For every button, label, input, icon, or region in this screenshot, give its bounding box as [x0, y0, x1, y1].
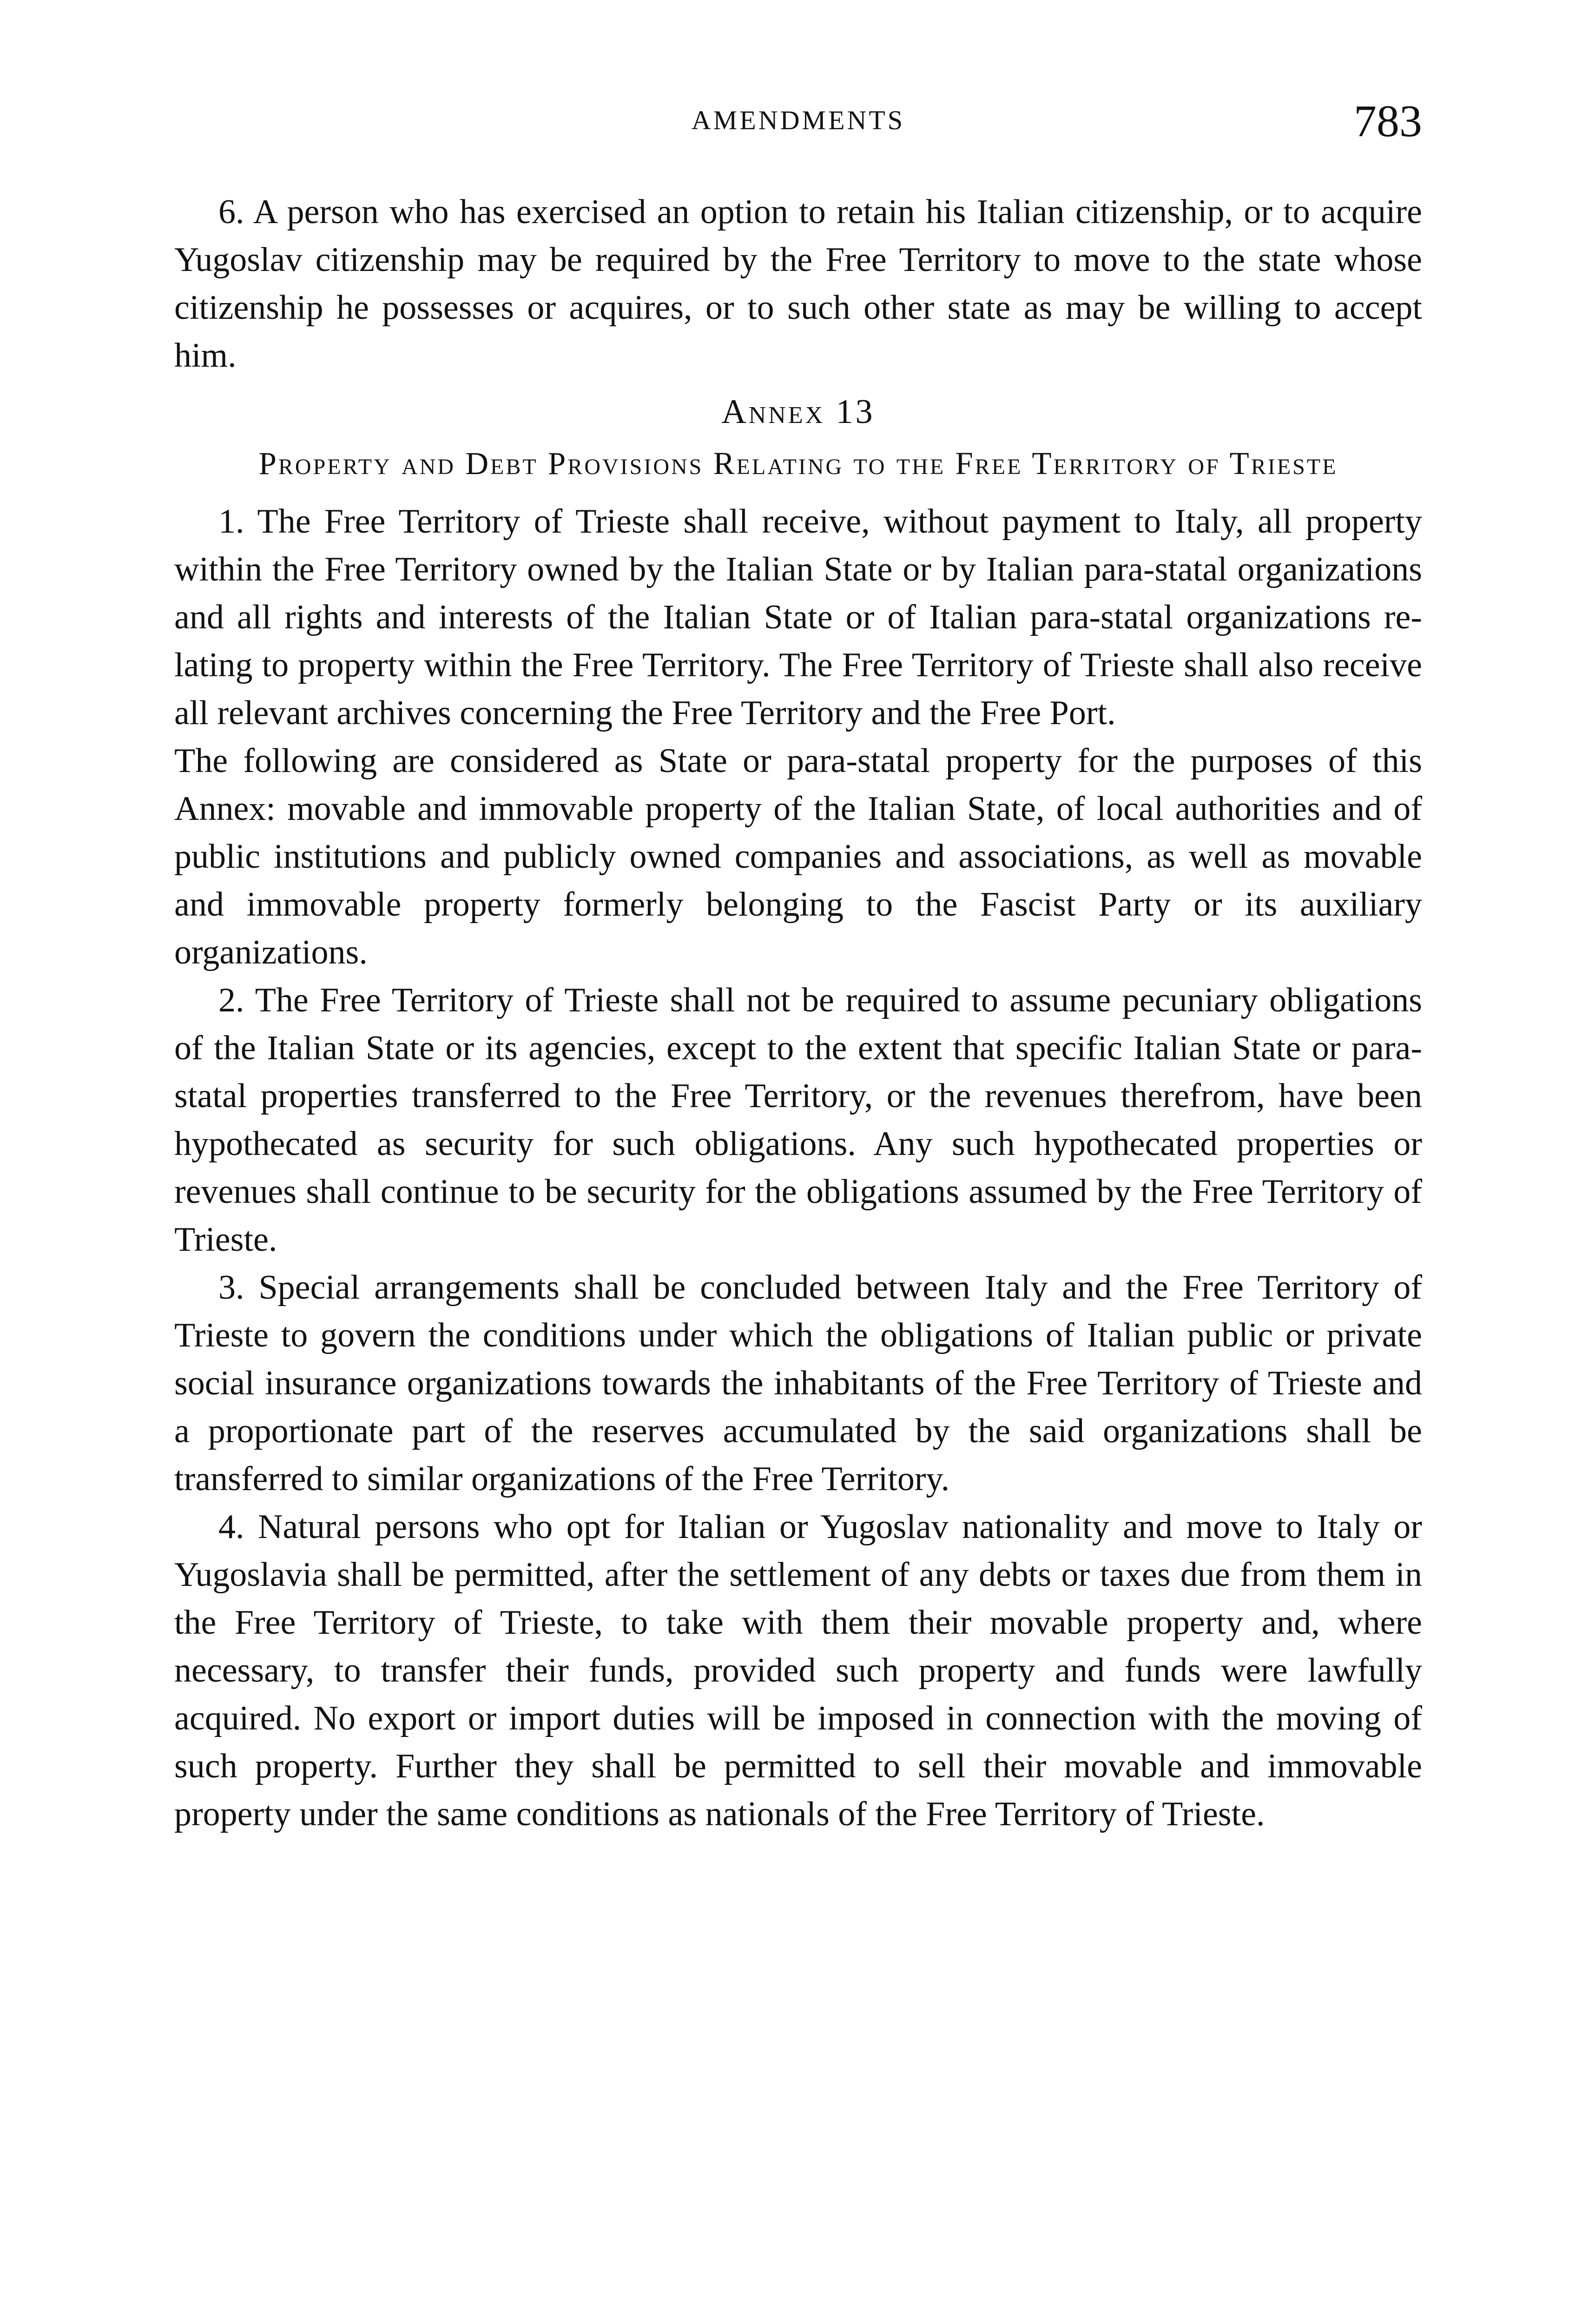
annex-paragraph-1: 1. The Free Territory of Trieste shall receive, without payment to Italy, all property within the Free Territory owned by the Italian State or by Italian para-statal organizations and all rights and interests of the Italian State or of Italian para-statal organizations relating to property within the Free Territory. The Free Territory of Trieste shall also receive all relevant archives concerning the Free Territory and the Free Port. — [174, 502, 1422, 732]
annex-title: Property and Debt Provisions Relating to the Free Territory of Trieste — [258, 446, 1338, 481]
annex-paragraph-3: 3. Special arrangements shall be concluded between Italy and the Free Territory of Trieste to govern the conditions under which the obligations of Italian public or private social insurance organizations towards the inhabitants of the Free Territory of Trieste and a proportionate part of the reserves accumulated by the said organizations shall be transferred to similar organizations of the Free Territory. — [174, 1268, 1422, 1498]
annex-paragraph-1-continued: The following are considered as State or para-statal property for the purposes of this Annex: movable and immovable property of the Italian State, of local authorities and of public institutions and publicly owned companies and associations, as well as movable and immovable property formerly belonging to the Fascist Party or its auxiliary organizations. — [174, 742, 1422, 971]
annex-label: Annex 13 — [721, 393, 875, 431]
annex-paragraph-2: 2. The Free Territory of Trieste shall not be required to assume pecuniary obligations of the Italian State or its agencies, except to the extent that specific Italian State or para-statal properties transferred to the Free Territory, or the revenues therefrom, have been hypothecated as security for such obligations. Any such hypothecated properties or revenues shall continue to be security for the obligations assumed by the Free Territory of Trieste. — [174, 981, 1422, 1259]
running-title: AMENDMENTS — [691, 105, 905, 135]
body-text — [174, 188, 1422, 1838]
paragraph-6: 6. A person who has exercised an option to retain his Italian citizenship, or to acquire Yugoslav citizenship may be required by the Free Territory to move to the state whose citizenship he possesses or acquires, or to such other state as may be willing to accept him. — [174, 193, 1422, 375]
running-header — [174, 96, 1422, 151]
annex-paragraph-4: 4. Natural persons who opt for Italian or Yugoslav nationality and move to Italy or Yugoslavia shall be permitted, after the settlement of any debts or taxes due from them in the Free Territory of Trieste, to take with them their movable property and, where necessary, to transfer their funds, provided such property and funds were lawfully acquired. No export or import duties will be imposed in connection with the moving of such property. Further they shall be permitted to sell their movable and immovable property under the same conditions as nationals of the Free Territory of Trieste. — [174, 1508, 1422, 1833]
page-number: 783 — [1354, 96, 1422, 146]
